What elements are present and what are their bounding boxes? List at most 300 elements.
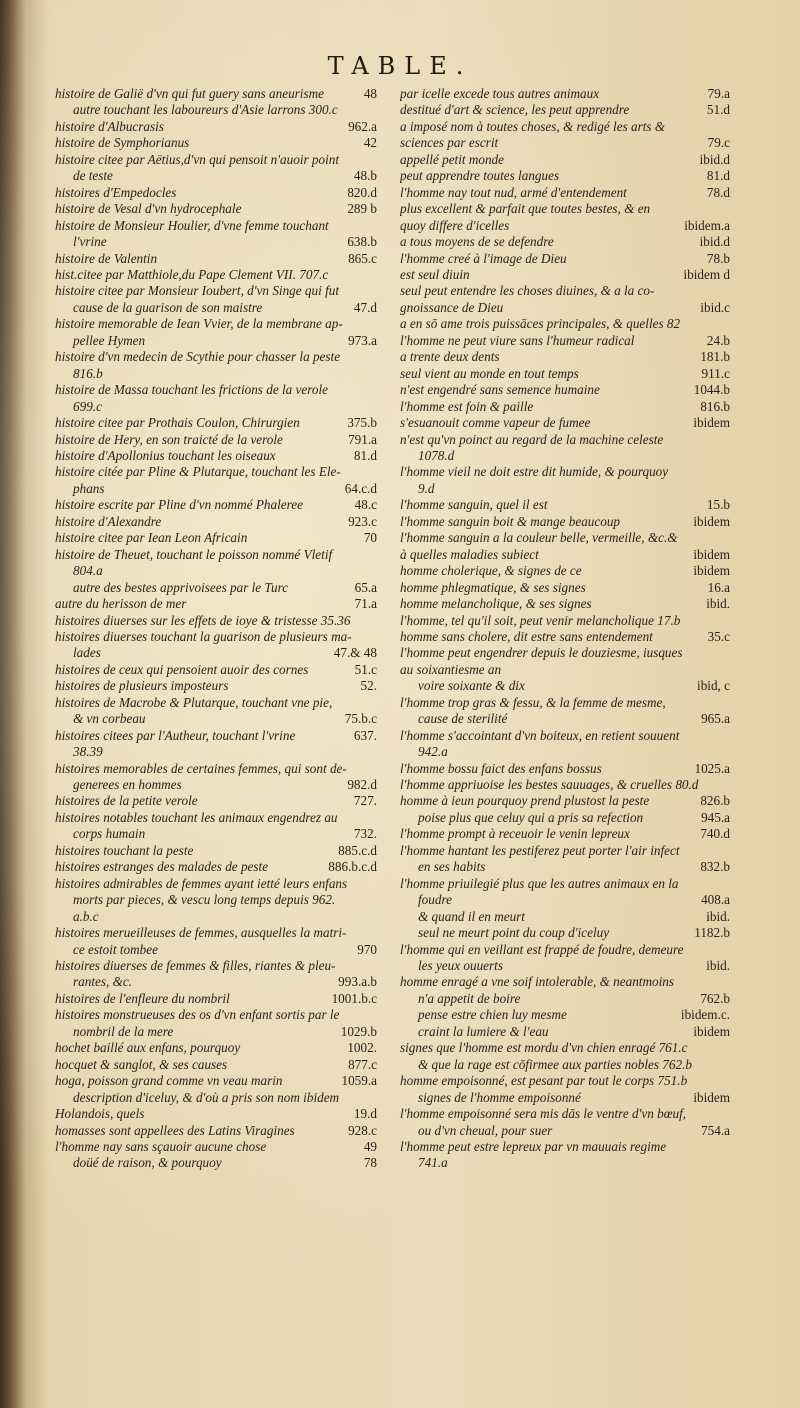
index-entry-text: histoires monstrueuses des os d'vn enfant sortis par le — [55, 1007, 340, 1023]
index-entry — [400, 678, 730, 694]
index-entry-page-ref: 637. — [353, 727, 377, 743]
index-entry-text: a tous moyens de se defendre — [400, 234, 554, 250]
index-entry — [400, 613, 730, 629]
index-entry-text: foudre — [418, 892, 452, 908]
index-entry-text: signes que l'homme est mordu d'vn chien enragé 761.c — [400, 1040, 688, 1056]
page-header: TABLE. — [327, 52, 473, 80]
index-entry-text: les yeux ouuerts — [418, 958, 503, 974]
index-entry — [55, 432, 377, 448]
index-entry — [55, 777, 377, 793]
index-entry-page-ref: 81.d — [353, 447, 377, 463]
index-entry-text: à quelles maladies subiect — [400, 546, 539, 562]
index-entry-text: homme melancholique, & ses signes — [400, 596, 592, 612]
index-entry-text: 816.b — [73, 365, 103, 381]
index-entry-page-ref: 928.c — [348, 1122, 377, 1138]
index-entry — [55, 728, 377, 744]
index-entry — [55, 415, 377, 431]
index-entry-text: l'homme peut estre lepreux par vn mauuais regime — [400, 1139, 667, 1154]
index-entry — [55, 942, 377, 958]
index-entry-page-ref: 911.c — [701, 365, 730, 381]
index-entry-page-ref: ibid.d — [699, 234, 730, 250]
index-entry — [400, 777, 730, 793]
index-entry-text: 741.a — [418, 1155, 448, 1171]
index-entry — [55, 382, 377, 398]
index-entry-text: hochet baillé aux enfans, pourquoy — [55, 1040, 241, 1056]
index-entry — [400, 251, 730, 267]
index-entry-text: histoire de Galië d'vn qui fut guery sans aneurisme — [55, 86, 324, 101]
index-entry — [400, 859, 730, 875]
index-entry — [400, 942, 730, 958]
index-entry-page-ref: ibidem — [693, 563, 730, 579]
index-entry-text: histoires merueilleuses de femmes, ausquelles la matri- — [55, 925, 347, 941]
index-entry — [55, 761, 377, 777]
index-entry — [55, 810, 377, 826]
index-entry — [55, 349, 377, 365]
index-entry-text: & quand il en meurt — [418, 908, 525, 924]
index-entry-text: lades — [73, 645, 101, 661]
index-entry-text: histoires de plusieurs imposteurs — [55, 678, 229, 694]
index-entry — [55, 1139, 377, 1155]
index-entry-page-ref: ibidem.a — [684, 217, 730, 233]
index-entry — [400, 530, 730, 546]
index-entry-text: pense estre chien luy mesme — [418, 1007, 567, 1023]
index-entry — [400, 547, 730, 563]
index-entry — [55, 876, 377, 892]
index-entry-page-ref: 993.a.b — [338, 974, 377, 990]
index-entry-text: signes de l'homme empoisonné — [418, 1089, 581, 1105]
index-entry-page-ref: 1059.a — [341, 1073, 377, 1089]
index-entry-text: a en sō ame trois puissāces principales, & quelles 82 — [400, 316, 681, 332]
index-entry-text: & vn corbeau — [73, 711, 146, 727]
index-entry-page-ref: 35.c — [707, 628, 730, 644]
index-entry-text: appellé petit monde — [400, 151, 505, 167]
index-entry-text: l'homme nay sans sçauoir aucune chose — [55, 1139, 267, 1154]
index-entry-text: hoga, poisson grand comme vn veau marin — [55, 1073, 283, 1089]
index-entry-page-ref: 885.c.d — [338, 842, 377, 858]
index-entry-page-ref: 762.b — [700, 990, 730, 1006]
index-entry — [55, 251, 377, 267]
index-entry — [400, 909, 730, 925]
index-entry-text: autre des bestes apprivoisees par le Turc — [73, 579, 289, 595]
index-entry-page-ref: 42 — [363, 135, 377, 151]
index-entry — [55, 1090, 377, 1106]
index-entry-text: 804.a — [73, 563, 103, 579]
index-entry-text: homme empoisonné, est pesant par tout le corps 751.b — [400, 1073, 688, 1089]
index-entry-text: doüé de raison, & pourquoy — [73, 1155, 222, 1171]
index-entry-text: ou d'vn cheual, pour suer — [418, 1122, 553, 1138]
index-entry — [400, 728, 730, 744]
index-entry — [55, 218, 377, 234]
index-entry-text: histoire de Theuet, touchant le poisson nommé Vletif — [55, 546, 333, 562]
index-entry-text: quoy differe d'icelles — [400, 217, 510, 233]
index-entry-text: s'esuanouit comme vapeur de fumee — [400, 415, 591, 431]
index-entry-page-ref: ibidem — [693, 1023, 730, 1039]
index-entry-text: histoire de Valentin — [55, 250, 158, 266]
index-entry-text: destitué d'art & science, les peut apprendre — [400, 102, 630, 118]
index-entry-page-ref: 51.d — [706, 102, 730, 118]
index-entry-text: seul peut entendre les choses diuines, & a la co- — [400, 283, 655, 299]
index-entry-text: voire soixante & dix — [418, 678, 525, 694]
index-entry — [55, 267, 377, 283]
index-entry-text: l'homme sanguin a la couleur belle, vermeille, &c.& — [400, 530, 678, 546]
index-entry — [400, 826, 730, 842]
index-entry-text: par icelle excede tous autres animaux — [400, 86, 600, 101]
index-entry — [400, 349, 730, 365]
index-entry — [400, 695, 730, 711]
index-entry-page-ref: 65.a — [354, 579, 377, 595]
index-entry — [55, 958, 377, 974]
index-entry — [400, 1024, 730, 1040]
index-entry-text: autre du herisson de mer — [55, 596, 187, 612]
index-entry-page-ref: 740.d — [700, 826, 730, 842]
index-entry-page-ref: 78.d — [706, 184, 730, 200]
index-entry — [400, 1073, 730, 1089]
index-entry-page-ref: ibidem.c. — [680, 1007, 730, 1023]
index-entry-text: nombril de la mere — [73, 1023, 174, 1039]
index-entry-text: l'homme peut engendrer depuis le douziesme, iusques — [400, 645, 683, 661]
index-entry-page-ref: ibidem — [693, 546, 730, 562]
index-entry-text: histoire d'vn medecin de Scythie pour chasser la peste — [55, 349, 341, 365]
index-entry — [400, 432, 730, 448]
index-entry — [55, 201, 377, 217]
index-entry-page-ref: ibidem — [693, 415, 730, 431]
index-entry — [400, 152, 730, 168]
index-entry-text: histoire d'Apollonius touchant les oiseaux — [55, 447, 276, 463]
index-entry-text: histoire d'Alexandre — [55, 513, 162, 529]
index-entry-text: l'homme hantant les pestiferez peut porter l'air infect — [400, 842, 680, 858]
index-entry — [400, 876, 730, 892]
index-entry-text: poise plus que celuy qui a pris sa refection — [418, 809, 644, 825]
index-entry-text: histoires touchant la peste — [55, 842, 194, 858]
index-entry — [55, 530, 377, 546]
index-entry — [55, 514, 377, 530]
index-entry — [55, 580, 377, 596]
index-entry-page-ref: 727. — [353, 793, 377, 809]
index-entry — [400, 399, 730, 415]
index-entry — [55, 168, 377, 184]
index-entry-text: histoire citee par Iean Leon Africain — [55, 530, 248, 546]
index-entry-text: au soixantiesme an — [400, 661, 502, 677]
index-entry-page-ref: 820.d — [347, 184, 377, 200]
index-entry-text: l'homme empoisonné sera mis dās le ventre d'vn bœuf, — [400, 1106, 687, 1122]
index-entry — [400, 1090, 730, 1106]
index-entry-page-ref: 64.c.d — [344, 480, 377, 496]
index-entry-text: plus excellent & parfait que toutes bestes, & en — [400, 201, 651, 217]
index-entry-page-ref: 47.& 48 — [333, 645, 377, 661]
index-entry-text: a trente deux dents — [400, 349, 500, 365]
index-entry-text: en ses habits — [418, 859, 486, 875]
index-entry-text: histoire memorable de Iean Vvier, de la membrane ap- — [55, 316, 343, 332]
index-entry — [55, 1040, 377, 1056]
index-entry-text: 1078.d — [418, 447, 455, 463]
index-entry — [400, 843, 730, 859]
index-entry — [400, 464, 730, 480]
index-entry-page-ref: 945.a — [701, 809, 730, 825]
index-entry-text: & que la rage est cōfirmee aux parties nobles 762.b — [418, 1056, 692, 1072]
index-entry-text: histoire de Symphorianus — [55, 135, 190, 151]
index-entry-text: craint la lumiere & l'eau — [418, 1023, 549, 1039]
index-entry-text: l'homme prompt à receuoir le venin lepreux — [400, 826, 630, 842]
index-entry-text: n'est qu'vn poinct au regard de la machine celeste — [400, 431, 664, 447]
index-entry-page-ref: 19.d — [353, 1106, 377, 1122]
index-entry-text: hist.citee par Matthiole,du Pape Clement VII. 707.c — [55, 266, 329, 282]
index-entry-page-ref: ibid. — [706, 908, 730, 924]
index-entry-text: histoire citee par Prothais Coulon, Chirurgien — [55, 415, 300, 431]
index-entry — [55, 678, 377, 694]
index-entry-text: histoires de ceux qui pensoient auoir des cornes — [55, 661, 309, 677]
index-entry-page-ref: 15.b — [706, 497, 730, 513]
index-entry-page-ref: 24.b — [706, 332, 730, 348]
index-entry — [55, 991, 377, 1007]
index-entry — [400, 662, 730, 678]
index-entry-text: Holandois, quels — [55, 1106, 145, 1122]
index-entry-page-ref: 638.b — [347, 234, 377, 250]
index-entry — [400, 316, 730, 332]
index-entry — [400, 974, 730, 990]
index-entry — [400, 1155, 730, 1171]
index-entry-page-ref: 78.b — [706, 250, 730, 266]
index-entry-text: histoires memorables de certaines femmes, qui sont de- — [55, 760, 347, 776]
index-entry-text: description d'iceluy, & d'où a pris son nom ibidem — [73, 1089, 340, 1105]
index-entry-text: homme cholerique, & signes de ce — [400, 563, 582, 579]
index-entry-page-ref: 865.c — [348, 250, 377, 266]
index-entry — [400, 1057, 730, 1073]
index-entry-page-ref: 79.a — [707, 86, 730, 101]
index-entry — [400, 925, 730, 941]
index-entry-page-ref: 52. — [360, 678, 377, 694]
index-entry — [400, 382, 730, 398]
index-entry-text: phans — [73, 480, 105, 496]
index-entry — [400, 102, 730, 118]
index-entry — [55, 300, 377, 316]
index-entry-text: l'homme creé à l'image de Dieu — [400, 250, 567, 266]
index-entry-text: l'homme qui en veillant est frappé de foudre, demeure — [400, 941, 684, 957]
index-entry — [400, 892, 730, 908]
index-entry-text: 942.a — [418, 744, 448, 760]
index-entry — [400, 283, 730, 299]
index-entry — [55, 892, 377, 908]
index-entry — [55, 1007, 377, 1023]
index-entry — [55, 711, 377, 727]
index-entry — [55, 119, 377, 135]
index-entry-text: histoire d'Albucrasis — [55, 118, 164, 134]
index-entry — [55, 843, 377, 859]
index-entry-text: 699.c — [73, 398, 102, 414]
index-entry-page-ref: 1029.b — [340, 1023, 377, 1039]
index-entry-text: homme phlegmatique, & ses signes — [400, 579, 586, 595]
index-entry — [55, 1057, 377, 1073]
index-entry-page-ref: 877.c — [348, 1056, 377, 1072]
index-entry-page-ref: 75.b.c — [344, 711, 377, 727]
index-entry-page-ref: 70 — [363, 530, 377, 546]
index-entry-page-ref: ibid. — [706, 958, 730, 974]
index-entry-text: l'homme est foin & paille — [400, 398, 534, 414]
index-entry — [55, 135, 377, 151]
index-entry — [400, 1106, 730, 1122]
index-entry-text: l'homme, tel qu'il soit, peut venir melancholique 17.b — [400, 612, 681, 628]
index-entry — [400, 86, 730, 102]
index-entry-text: 38.39 — [73, 744, 103, 760]
index-entry — [400, 185, 730, 201]
index-entry-page-ref: 48.c — [354, 497, 377, 513]
index-entry-page-ref: 754.a — [701, 1122, 730, 1138]
index-entry — [400, 744, 730, 760]
index-entry-page-ref: ibidem — [693, 1089, 730, 1105]
index-entry — [400, 119, 730, 135]
index-entry-text: peut apprendre toutes langues — [400, 168, 560, 184]
index-entry-page-ref: 79.c — [707, 135, 730, 151]
index-entry-text: histoires de l'enfleure du nombril — [55, 990, 230, 1006]
index-entry — [400, 991, 730, 1007]
index-entry-page-ref: 970 — [357, 941, 377, 957]
index-entry — [400, 267, 730, 283]
index-entry-text: l'vrine — [73, 234, 107, 250]
index-entry-page-ref: 962.a — [348, 118, 377, 134]
index-entry — [400, 810, 730, 826]
index-entry-page-ref: 1001.b.c — [331, 990, 377, 1006]
index-entry-page-ref: 973.a — [348, 332, 377, 348]
index-entry-text: seul vient au monde en tout temps — [400, 365, 579, 381]
index-entry-text: 9.d — [418, 480, 435, 496]
index-entry-text: histoires de la petite verole — [55, 793, 198, 809]
index-entry — [55, 859, 377, 875]
index-entry — [400, 514, 730, 530]
index-entry-text: histoires diuerses sur les effets de ioye & tristesse 35.36 — [55, 612, 351, 628]
index-entry-page-ref: 16.a — [707, 579, 730, 595]
index-entry — [400, 761, 730, 777]
index-entry — [55, 1123, 377, 1139]
index-entry-text: morts par pieces, & vescu long temps depuis 962. — [73, 892, 336, 908]
index-entry — [400, 333, 730, 349]
index-entry-page-ref: 289 b — [347, 201, 377, 217]
index-entry-page-ref: 375.b — [347, 415, 377, 431]
index-entry-page-ref: ibid, c — [697, 678, 730, 694]
index-entry — [400, 645, 730, 661]
index-entry — [400, 415, 730, 431]
index-entry-text: l'homme nay tout nud, armé d'entendement — [400, 184, 627, 200]
index-entry-text: histoires diuerses de femmes & filles, riantes & pleu- — [55, 958, 336, 974]
index-entry-text: histoire citée par Pline & Plutarque, touchant les Ele- — [55, 464, 341, 480]
index-entry — [55, 185, 377, 201]
index-entry-page-ref: 71.a — [354, 596, 377, 612]
index-entry — [55, 925, 377, 941]
index-entry-text: corps humain — [73, 826, 146, 842]
index-entry-text: ce estoit tombee — [73, 941, 158, 957]
index-entry — [55, 1024, 377, 1040]
index-entry-page-ref: 81.d — [706, 168, 730, 184]
index-entry-text: pellee Hymen — [73, 332, 146, 348]
index-entry — [400, 580, 730, 596]
index-entry — [55, 1155, 377, 1171]
index-entry-text: l'homme vieil ne doit estre dit humide, & pourquoy — [400, 464, 669, 480]
index-entry — [55, 826, 377, 842]
index-entry — [55, 547, 377, 563]
index-entry — [400, 234, 730, 250]
index-entry-text: l'homme bossu faict des enfans bossus — [400, 760, 602, 776]
index-entry — [55, 316, 377, 332]
index-entry — [400, 135, 730, 151]
index-entry — [55, 974, 377, 990]
index-entry — [55, 152, 377, 168]
index-entry-page-ref: 886.b.c.d — [328, 859, 377, 875]
index-entry-text: histoire de Massa touchant les frictions de la verole — [55, 382, 328, 398]
index-entry-text: a imposé nom à toutes choses, & redigé les arts & — [400, 118, 666, 134]
index-entry — [55, 399, 377, 415]
index-entry-page-ref: 1044.b — [693, 382, 730, 398]
index-entry-text: gnoissance de Dieu — [400, 299, 504, 315]
index-entry-text: histoire de Hery, en son traicté de la verole — [55, 431, 283, 447]
index-entry-page-ref: 1182.b — [694, 925, 730, 941]
index-entry — [400, 958, 730, 974]
index-entry-text: l'homme priuilegié plus que les autres animaux en la — [400, 875, 679, 891]
index-entry — [400, 448, 730, 464]
index-entry-text: l'homme trop gras & fessu, & la femme de mesme, — [400, 694, 666, 710]
index-entry-text: est seul diuin — [400, 266, 470, 282]
index-entry-text: l'homme appriuoise les bestes sauuages, & cruelles 80.d — [400, 777, 699, 793]
index-entry — [55, 1106, 377, 1122]
index-entry — [55, 662, 377, 678]
index-entry — [400, 366, 730, 382]
index-entry-text: seul ne meurt point du coup d'iceluy — [418, 925, 610, 941]
index-entry-text: n'a appetit de boire — [418, 990, 521, 1006]
index-entry-page-ref: 816.b — [700, 398, 730, 414]
index-entry-text: histoires d'Empedocles — [55, 184, 177, 200]
index-entry-text: cause de sterilité — [418, 711, 508, 727]
index-entry — [400, 1040, 730, 1056]
index-entry-text: histoire de Vesal d'vn hydrocephale — [55, 201, 242, 217]
index-entry-page-ref: 78 — [363, 1155, 377, 1171]
index-entry — [55, 1073, 377, 1089]
index-entry-page-ref: 49 — [363, 1139, 377, 1154]
index-entry-text: homasses sont appellees des Latins Viragines — [55, 1122, 295, 1138]
index-entry-text: histoires diuerses touchant la guarison de plusieurs ma- — [55, 628, 352, 644]
index-entry — [55, 563, 377, 579]
index-entry — [55, 695, 377, 711]
index-entry-text: cause de la guarison de son maistre — [73, 299, 263, 315]
index-entry — [55, 366, 377, 382]
index-entry-page-ref: 1002. — [347, 1040, 377, 1056]
index-entry — [55, 596, 377, 612]
index-entry — [55, 464, 377, 480]
index-entry — [55, 793, 377, 809]
index-entry-page-ref: 982.d — [347, 777, 377, 793]
index-entry-text: l'homme sanguin, quel il est — [400, 497, 548, 513]
index-entry-page-ref: ibid.d — [699, 151, 730, 167]
index-entry-text: histoires notables touchant les animaux engendrez au — [55, 809, 338, 825]
index-entry-text: homme à ieun pourquoy prend plustost la peste — [400, 793, 650, 809]
index-entry — [55, 629, 377, 645]
index-entry — [55, 86, 377, 102]
index-entry — [400, 1139, 730, 1155]
index-entry-text: autre touchant les laboureurs d'Asie larrons 300.c — [73, 102, 338, 118]
index-entry-page-ref: ibid. — [706, 596, 730, 612]
index-entry-text: histoire citee par Aëtius,d'vn qui pensoit n'auoir point — [55, 151, 340, 167]
index-entry-text: l'homme sanguin boit & mange beaucoup — [400, 513, 621, 529]
index-entry — [400, 300, 730, 316]
index-entry-text: histoire de Monsieur Houlier, d'vne femme touchant — [55, 217, 329, 233]
index-entry-text: homme sans cholere, dit estre sans entendement — [400, 628, 653, 644]
index-entry-page-ref: 732. — [353, 826, 377, 842]
left-column — [55, 86, 377, 1172]
index-entry-text: histoires admirables de femmes ayant ietté leurs enfans — [55, 875, 348, 891]
index-entry — [400, 497, 730, 513]
index-entry — [400, 711, 730, 727]
index-entry — [400, 218, 730, 234]
right-column — [400, 86, 730, 1172]
index-entry-text: generees en hommes — [73, 777, 182, 793]
index-entry — [55, 613, 377, 629]
index-entry — [55, 497, 377, 513]
